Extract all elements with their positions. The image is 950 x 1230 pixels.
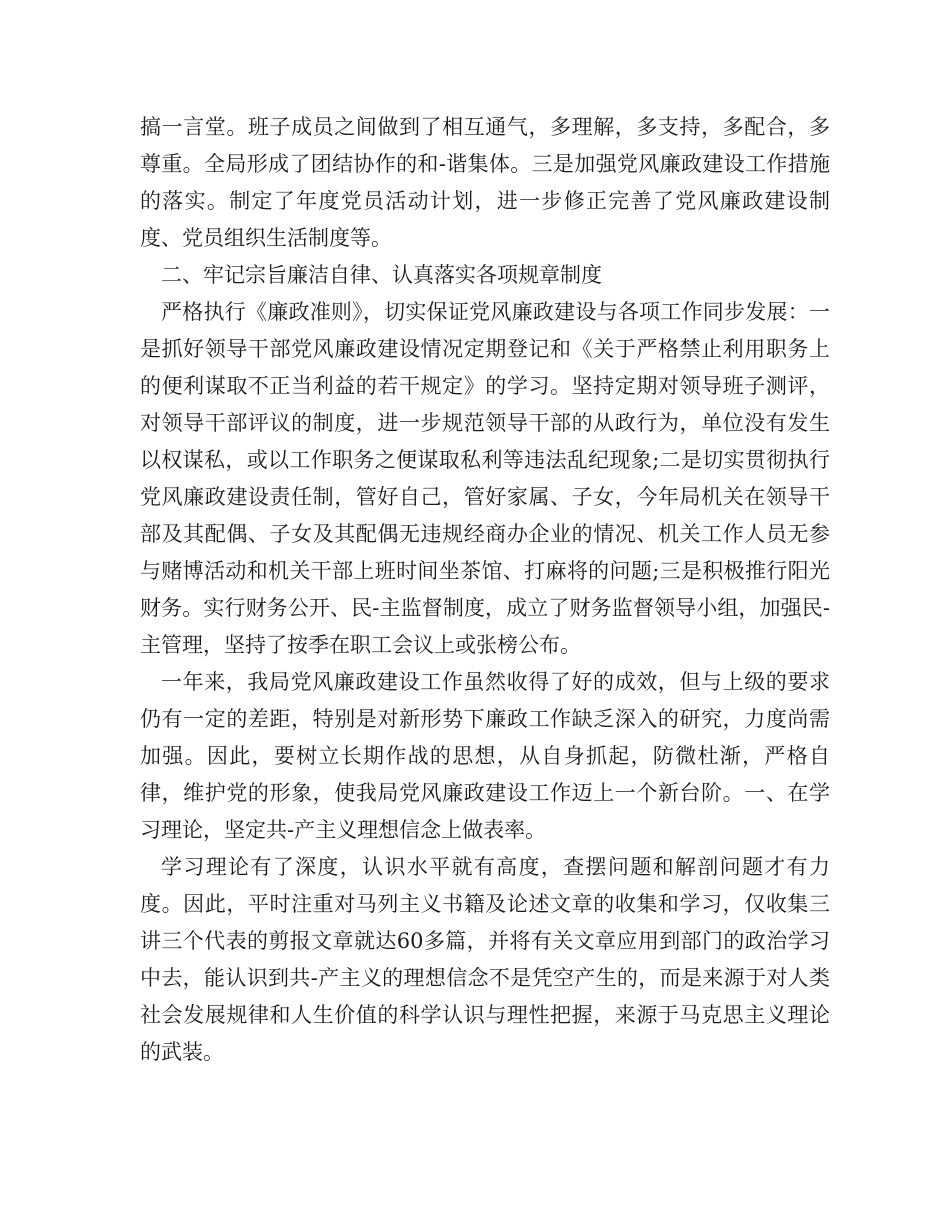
- document-body: [140, 109, 830, 1071]
- paragraph-5: 学习理论有了深度，认识水平就有高度，查摆问题和解剖问题才有力度。因此，平时注重对马列主义书籍及论述文章的收集和学习，仅收集三讲三个代表的剪报文章就达60多篇，并将有关文章应用到部门的政治学习中去，能认识到共-产主义的理想信念不是凭空产生的，而是来源于对人类社会发展规律和人生价值的科学认识与理性把握，来源于马克思主义理论的武装。: [140, 855, 830, 1064]
- paragraph-3: 严格执行《廉政准则》，切实保证党风廉政建设与各项工作同步发展：一是抓好领导干部党风廉政建设情况定期登记和《关于严格禁止利用职务上的便利谋取不正当利益的若干规定》的学习。坚持定期对领导班子测评，对领导干部评议的制度，进一步规范领导干部的从政行为，单位没有发生以权谋私，或以工作职务之便谋取私利等违法乱纪现象;二是切实贯彻执行党风廉政建设责任制，管好自己，管好家属、子女，今年局机关在领导干部及其配偶、子女及其配偶无违规经商办企业的情况、机关工作人员无参与赌博活动和机关干部上班时间坐茶馆、打麻将的问题;三是积极推行阳光财务。实行财务公开、民-主监督制度，成立了财务监督领导小组，加强民-主管理，坚持了按季在职工会议上或张榜公布。: [140, 300, 830, 657]
- paragraph-1: 搞一言堂。班子成员之间做到了相互通气，多理解，多支持，多配合，多尊重。全局形成了团结协作的和-谐集体。三是加强党风廉政建设工作措施的落实。制定了年度党员活动计划，进一步修正完善了党风廉政建设制度、党员组织生活制度等。: [140, 115, 830, 250]
- paragraph-4: 一年来，我局党风廉政建设工作虽然收得了好的成效，但与上级的要求仍有一定的差距，特别是对新形势下廉政工作缺乏深入的研究，力度尚需加强。因此，要树立长期作战的思想，从自身抓起，防微杜渐，严格自律，维护党的形象，使我局党风廉政建设工作迈上一个新台阶。一、在学习理论，坚定共-产主义理想信念上做表率。: [140, 670, 830, 842]
- section-heading-2: 二、牢记宗旨廉洁自律、认真落实各项规章制度: [161, 263, 602, 287]
